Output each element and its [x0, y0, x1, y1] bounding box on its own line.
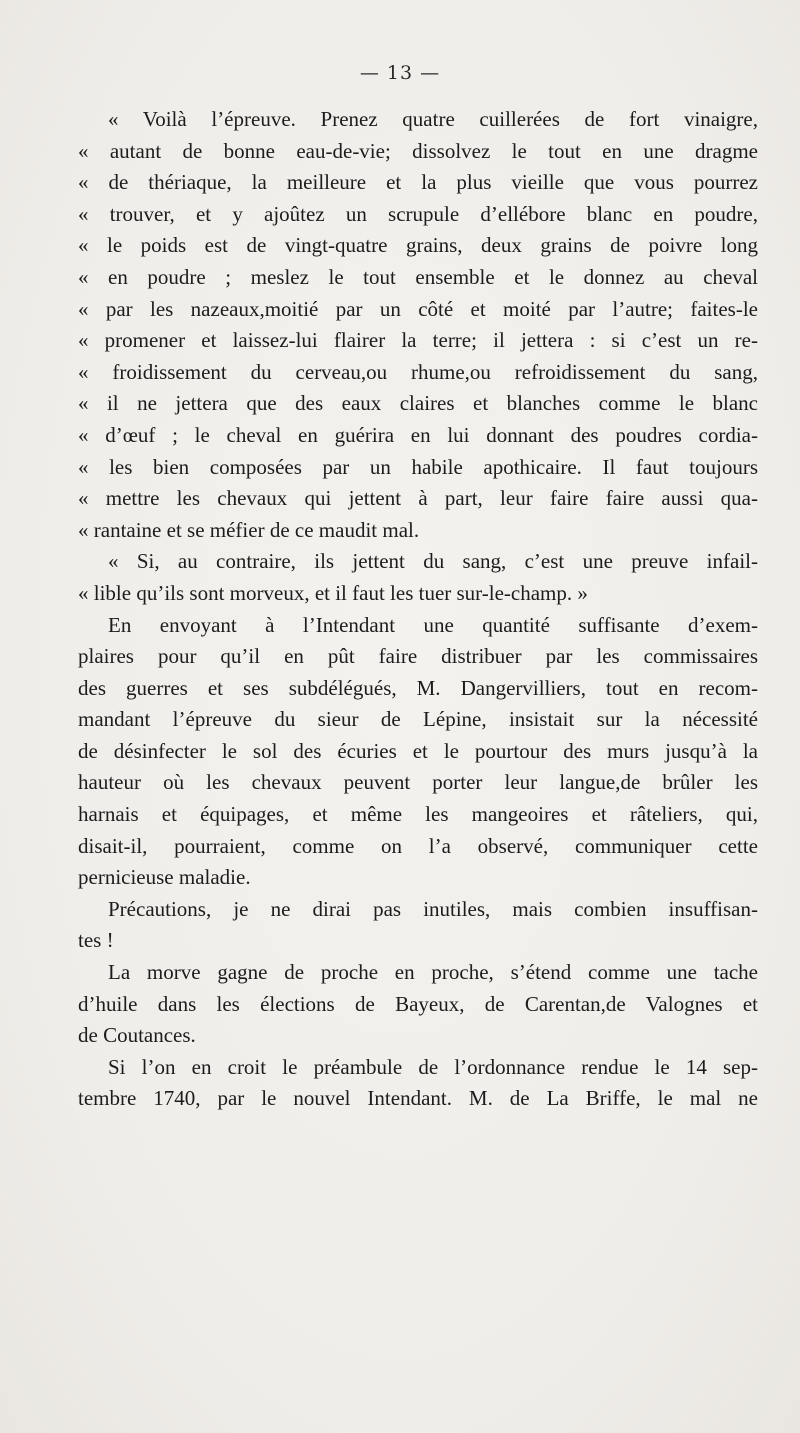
text-line: tembre 1740, par le nouvel Intendant. M. de La Briffe, le mal ne — [78, 1086, 758, 1111]
text-line: plaires pour qu’il en pût faire distribuer par les commissaires — [78, 644, 758, 669]
text-line: de Coutances. — [78, 1023, 196, 1048]
text-line: « les bien composées par un habile apothicaire. Il faut toujours — [78, 454, 758, 479]
text-line: pernicieuse maladie. — [78, 865, 251, 890]
text-line: « en poudre ; meslez le tout ensemble et le donnez au cheval — [78, 264, 758, 289]
text-line: hauteur où les chevaux peuvent porter leur langue,de brûler les — [78, 770, 758, 795]
text-line: La morve gagne de proche en proche, s’étend comme une tache — [108, 960, 758, 985]
text-line: « le poids est de vingt-quatre grains, deux grains de poivre long — [78, 233, 758, 258]
text-line: En envoyant à l’Intendant une quantité suffisante d’exem- — [108, 612, 758, 637]
text-line: mandant l’épreuve du sieur de Lépine, insistait sur la nécessité — [78, 707, 758, 732]
text-line: « de thériaque, la meilleure et la plus vieille que vous pourrez — [78, 170, 758, 195]
text-line: « Voilà l’épreuve. Prenez quatre cuillerées de fort vinaigre, — [108, 107, 758, 131]
text-line: « trouver, et y ajoûtez un scrupule d’ellébore blanc en poudre, — [78, 201, 758, 226]
text-line: « froidissement du cerveau,ou rhume,ou refroidissement du sang, — [78, 359, 758, 384]
text-line: harnais et équipages, et même les mangeoires et râteliers, qui, — [78, 802, 758, 827]
text-line: « d’œuf ; le cheval en guérira en lui donnant des poudres cordia- — [78, 422, 758, 447]
page-number: — 13 — — [359, 62, 441, 84]
text-line: Précautions, je ne dirai pas inutiles, mais combien insuffisan- — [108, 896, 758, 921]
text-line: « mettre les chevaux qui jettent à part, leur faire faire aussi qua- — [78, 486, 758, 511]
text-line: Si l’on en croit le préambule de l’ordonnance rendue le 14 sep- — [108, 1054, 758, 1079]
text-line: « il ne jettera que des eaux claires et blanches comme le blanc — [78, 391, 758, 416]
text-line: disait-il, pourraient, comme on l’a observé, communiquer cette — [78, 833, 758, 858]
body-text — [78, 104, 758, 1115]
text-line: « autant de bonne eau-de-vie; dissolvez le tout en une dragme — [78, 138, 758, 163]
text-line: « rantaine et se méfier de ce maudit mal. — [78, 517, 420, 542]
text-line: des guerres et ses subdélégués, M. Dangervilliers, tout en recom- — [78, 675, 758, 700]
text-line: « Si, au contraire, ils jettent du sang, c’est une preuve infail- — [108, 549, 758, 574]
text-line: « lible qu’ils sont morveux, et il faut les tuer sur-le-champ. » — [78, 580, 588, 605]
text-line: tes ! — [78, 928, 114, 953]
text-line: « promener et laissez-lui flairer la terre; il jettera : si c’est un re- — [78, 328, 758, 353]
text-line: de désinfecter le sol des écuries et le pourtour des murs jusqu’à la — [78, 738, 758, 763]
text-line: d’huile dans les élections de Bayeux, de Carentan,de Valognes et — [78, 991, 758, 1016]
text-line: « par les nazeaux,moitié par un côté et moité par l’autre; faites-le — [78, 296, 758, 321]
